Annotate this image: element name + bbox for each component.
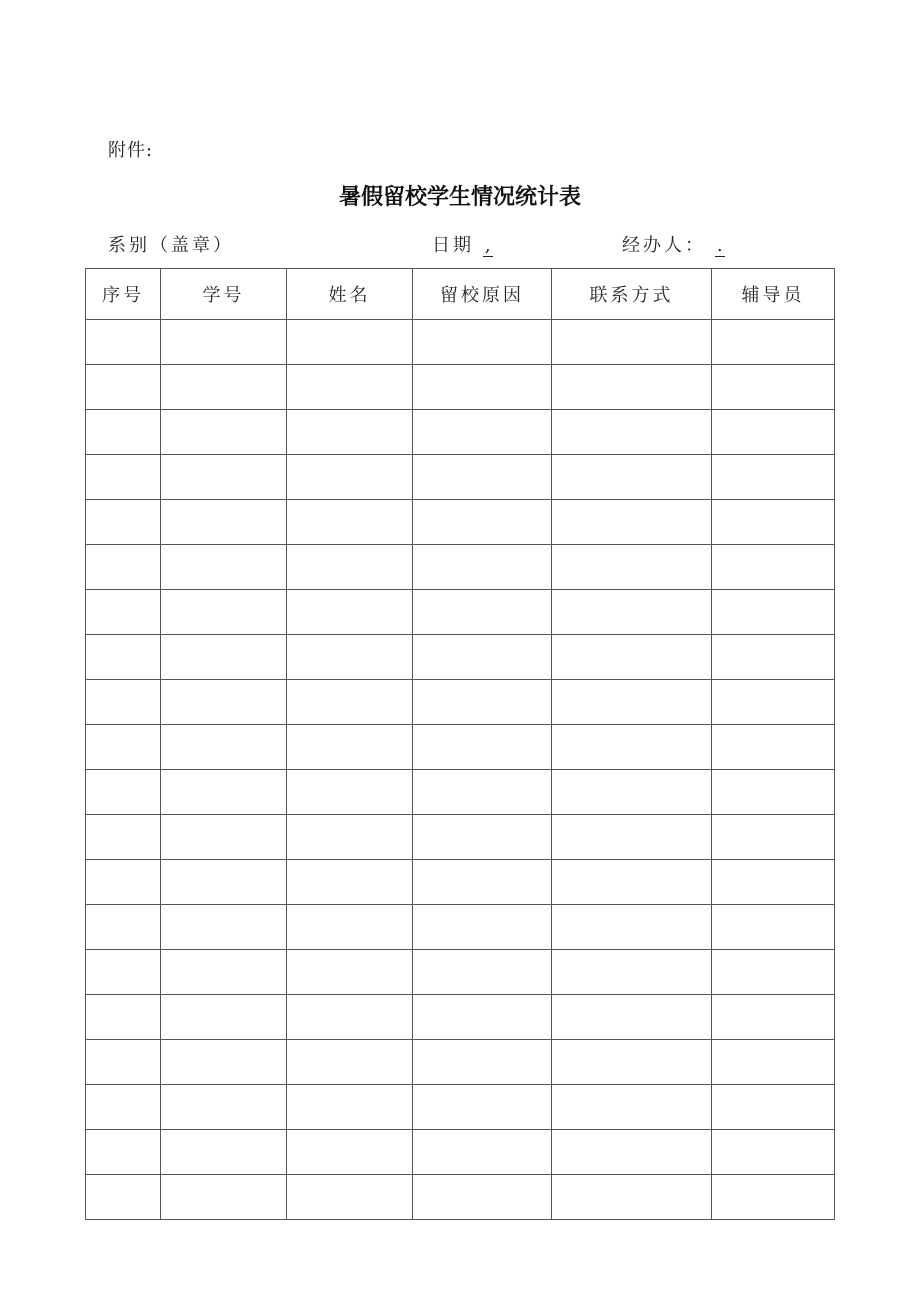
table-cell[interactable]	[712, 905, 835, 950]
table-cell[interactable]	[161, 1175, 287, 1220]
table-cell[interactable]	[287, 590, 413, 635]
handler-label: 经办人：	[622, 235, 706, 256]
table-row	[86, 455, 835, 500]
table-cell[interactable]	[712, 1130, 835, 1175]
table-cell[interactable]	[287, 500, 413, 545]
table-cell[interactable]	[552, 770, 712, 815]
table-cell[interactable]	[413, 1085, 552, 1130]
table-cell[interactable]	[86, 455, 161, 500]
table-cell[interactable]	[552, 995, 712, 1040]
table-cell[interactable]	[413, 365, 552, 410]
table-cell[interactable]	[86, 995, 161, 1040]
table-cell[interactable]	[712, 365, 835, 410]
table-cell[interactable]	[413, 500, 552, 545]
table-cell[interactable]	[552, 1085, 712, 1130]
table-cell[interactable]	[413, 320, 552, 365]
table-cell[interactable]	[712, 455, 835, 500]
table-cell[interactable]	[287, 950, 413, 995]
table-cell[interactable]	[413, 1040, 552, 1085]
table-row	[86, 1130, 835, 1175]
table-cell[interactable]	[552, 365, 712, 410]
table-cell[interactable]	[161, 590, 287, 635]
column-header-reason: 留校原因	[413, 269, 552, 320]
table-cell[interactable]	[552, 905, 712, 950]
table-row	[86, 545, 835, 590]
table-row	[86, 1085, 835, 1130]
table-cell[interactable]	[287, 770, 413, 815]
page-title: 暑假留校学生情况统计表	[338, 185, 581, 210]
table-cell[interactable]	[712, 995, 835, 1040]
attachment-label: 附件:	[108, 140, 154, 161]
table-cell[interactable]	[287, 410, 413, 455]
table-cell[interactable]	[86, 905, 161, 950]
column-header-counselor: 辅导员	[712, 269, 835, 320]
table-row	[86, 815, 835, 860]
table-cell[interactable]	[413, 725, 552, 770]
table-cell[interactable]	[287, 1040, 413, 1085]
table-cell[interactable]	[552, 410, 712, 455]
table-cell[interactable]	[287, 1175, 413, 1220]
student-stats-table	[85, 268, 835, 1220]
table-cell[interactable]	[413, 455, 552, 500]
table-cell[interactable]	[712, 860, 835, 905]
table-cell[interactable]	[86, 815, 161, 860]
table-cell[interactable]	[287, 320, 413, 365]
table-cell[interactable]	[161, 680, 287, 725]
table-cell[interactable]	[413, 815, 552, 860]
table-cell[interactable]	[552, 320, 712, 365]
table-cell[interactable]	[86, 725, 161, 770]
table-cell[interactable]	[552, 545, 712, 590]
table-cell[interactable]	[86, 635, 161, 680]
column-header-contact: 联系方式	[552, 269, 712, 320]
table-cell[interactable]	[161, 410, 287, 455]
table-cell[interactable]	[161, 365, 287, 410]
table-row	[86, 1175, 835, 1220]
table-cell[interactable]	[86, 950, 161, 995]
table-cell[interactable]	[287, 725, 413, 770]
table-cell[interactable]	[552, 1175, 712, 1220]
table-cell[interactable]	[712, 950, 835, 995]
table-cell[interactable]	[86, 1130, 161, 1175]
table-row	[86, 365, 835, 410]
table-body	[86, 320, 835, 1220]
table-cell[interactable]	[552, 950, 712, 995]
table-row	[86, 500, 835, 545]
table-cell[interactable]	[161, 1085, 287, 1130]
table-row	[86, 905, 835, 950]
table-row	[86, 410, 835, 455]
table-cell[interactable]	[86, 860, 161, 905]
table-cell[interactable]	[712, 770, 835, 815]
table-row	[86, 770, 835, 815]
table-cell[interactable]	[413, 1130, 552, 1175]
table-cell[interactable]	[86, 365, 161, 410]
table-cell[interactable]	[552, 815, 712, 860]
table-cell[interactable]	[161, 635, 287, 680]
table-cell[interactable]	[161, 455, 287, 500]
table-cell[interactable]	[712, 320, 835, 365]
table-cell[interactable]	[161, 725, 287, 770]
table-cell[interactable]	[161, 1040, 287, 1085]
table-cell[interactable]	[712, 680, 835, 725]
table-cell[interactable]	[552, 590, 712, 635]
table-cell[interactable]	[712, 815, 835, 860]
table-cell[interactable]	[161, 500, 287, 545]
table-cell[interactable]	[712, 1040, 835, 1085]
department-label: 系别（盖章）	[108, 235, 234, 256]
table-cell[interactable]	[287, 635, 413, 680]
table-cell[interactable]	[161, 815, 287, 860]
table-cell[interactable]	[413, 770, 552, 815]
table-cell[interactable]	[712, 545, 835, 590]
table-cell[interactable]	[86, 410, 161, 455]
table-cell[interactable]	[161, 995, 287, 1040]
table-cell[interactable]	[86, 680, 161, 725]
table-cell[interactable]	[712, 1175, 835, 1220]
handler-value: .	[715, 235, 725, 257]
table-cell[interactable]	[86, 545, 161, 590]
table-header-row	[86, 269, 835, 320]
table-cell[interactable]	[161, 320, 287, 365]
table-cell[interactable]	[86, 1085, 161, 1130]
table-row	[86, 635, 835, 680]
table-cell[interactable]	[552, 455, 712, 500]
table-cell[interactable]	[86, 500, 161, 545]
table-cell[interactable]	[287, 680, 413, 725]
table-cell[interactable]	[287, 545, 413, 590]
table-row	[86, 995, 835, 1040]
table-row	[86, 1040, 835, 1085]
table-cell[interactable]	[86, 770, 161, 815]
table-cell[interactable]	[712, 590, 835, 635]
table-cell[interactable]	[413, 1175, 552, 1220]
table-cell[interactable]	[161, 545, 287, 590]
table-cell[interactable]	[413, 995, 552, 1040]
table-cell[interactable]	[413, 950, 552, 995]
column-header-name: 姓名	[287, 269, 413, 320]
table-cell[interactable]	[86, 320, 161, 365]
table-cell[interactable]	[161, 905, 287, 950]
table-cell[interactable]	[161, 770, 287, 815]
table-cell[interactable]	[552, 635, 712, 680]
table-cell[interactable]	[287, 455, 413, 500]
column-header-student-id: 学号	[161, 269, 287, 320]
table-cell[interactable]	[287, 905, 413, 950]
table-cell[interactable]	[552, 1130, 712, 1175]
table-cell[interactable]	[287, 860, 413, 905]
table-row	[86, 320, 835, 365]
table-cell[interactable]	[552, 725, 712, 770]
table-row	[86, 680, 835, 725]
table-cell[interactable]	[413, 680, 552, 725]
table-cell[interactable]	[552, 680, 712, 725]
table-cell[interactable]	[712, 500, 835, 545]
table-cell[interactable]	[161, 860, 287, 905]
table-cell[interactable]	[287, 1085, 413, 1130]
table-cell[interactable]	[712, 725, 835, 770]
table-cell[interactable]	[86, 1040, 161, 1085]
table-row	[86, 725, 835, 770]
table-cell[interactable]	[552, 1040, 712, 1085]
table-cell[interactable]	[287, 815, 413, 860]
table-cell[interactable]	[712, 1085, 835, 1130]
table-cell[interactable]	[413, 545, 552, 590]
table-cell[interactable]	[712, 635, 835, 680]
table-cell[interactable]	[86, 1175, 161, 1220]
table-cell[interactable]	[413, 590, 552, 635]
table-row	[86, 950, 835, 995]
table-cell[interactable]	[287, 1130, 413, 1175]
handler-field	[622, 231, 725, 257]
table-cell[interactable]	[86, 590, 161, 635]
table-cell[interactable]	[552, 500, 712, 545]
date-field	[432, 231, 493, 257]
table-cell[interactable]	[413, 410, 552, 455]
table-cell[interactable]	[161, 1130, 287, 1175]
date-value: ,	[483, 235, 493, 257]
table-cell[interactable]	[712, 410, 835, 455]
column-header-index: 序号	[86, 269, 161, 320]
table-cell[interactable]	[413, 860, 552, 905]
table-cell[interactable]	[413, 635, 552, 680]
table-cell[interactable]	[287, 995, 413, 1040]
table-cell[interactable]	[161, 950, 287, 995]
table-row	[86, 590, 835, 635]
table-cell[interactable]	[413, 905, 552, 950]
date-label: 日期	[432, 235, 474, 256]
table-cell[interactable]	[552, 860, 712, 905]
table-cell[interactable]	[287, 365, 413, 410]
table-row	[86, 860, 835, 905]
